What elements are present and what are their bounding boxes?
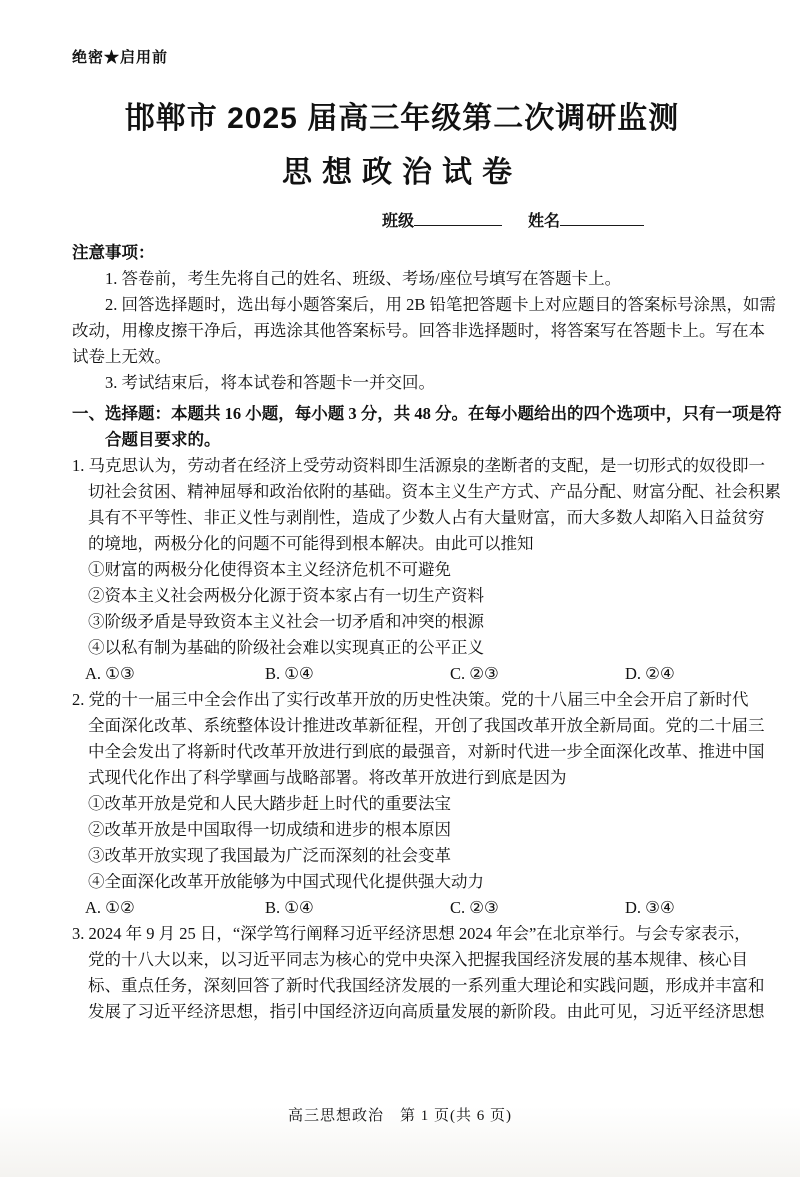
question-line: 全面深化改革、系统整体设计推进改革新征程，开创了我国改革开放全新局面。党的二十届三 xyxy=(88,716,765,735)
exam-title: 邯郸市 2025 届高三年级第二次调研监测 xyxy=(124,102,680,135)
exam-subtitle: 思想政治试卷 xyxy=(282,156,522,189)
option-d: D. ③④ xyxy=(625,898,675,917)
question-line: 的境地，两极分化的问题不可能得到根本解决。由此可以推知 xyxy=(88,534,534,553)
question-line: 式现代化作出了科学擘画与战略部署。将改革开放进行到底是因为 xyxy=(88,768,567,787)
question-statement-4: ④全面深化改革开放能够为中国式现代化提供强大动力 xyxy=(88,872,484,891)
question-1 xyxy=(72,453,781,687)
notice-line: 1. 答卷前，考生先将自己的姓名、班级、考场/座位号填写在答题卡上。 xyxy=(105,269,622,288)
option-b: B. ①④ xyxy=(265,664,314,683)
question-statement-2: ②改革开放是中国取得一切成绩和进步的根本原因 xyxy=(88,820,451,839)
question-line: 中全会发出了将新时代改革开放进行到底的最强音，对新时代进一步全面深化改革、推进中国 xyxy=(88,742,765,761)
name-field-label: 姓名 xyxy=(527,213,560,230)
page-footer: 高三思想政治 第 1 页(共 6 页) xyxy=(288,1108,512,1124)
notice-heading: 注意事项： xyxy=(72,243,155,262)
section-header-line: 合题目要求的。 xyxy=(105,430,221,449)
question-line: 2. 党的十一届三中全会作出了实行改革开放的历史性决策。党的十八届三中全会开启了新时代 xyxy=(72,690,749,709)
classification-label: 绝密★启用前 xyxy=(72,50,169,66)
question-statement-3: ③改革开放实现了我国最为广泛而深刻的社会变革 xyxy=(88,846,451,865)
section-header xyxy=(72,401,782,453)
question-2 xyxy=(72,687,765,921)
notice-line: 2. 回答选择题时，选出每小题答案后，用 2B 铅笔把答题卡上对应题目的答案标号涂黑，如需 xyxy=(105,295,777,314)
option-b: B. ①④ xyxy=(265,898,314,917)
question-line: 党的十八大以来，以习近平同志为核心的党中央深入把握我国经济发展的基本规律、核心目 xyxy=(88,950,748,969)
class-blank-line xyxy=(414,211,502,226)
option-d: D. ②④ xyxy=(625,664,675,683)
class-field-label: 班级 xyxy=(381,213,414,230)
question-line: 标、重点任务，深刻回答了新时代我国经济发展的一系列重大理论和实践问题，形成并丰富和 xyxy=(88,976,765,995)
option-a: A. ①③ xyxy=(85,664,135,683)
name-blank-line xyxy=(560,211,644,226)
notice-line: 3. 考试结束后，将本试卷和答题卡一并交回。 xyxy=(105,373,435,392)
question-1-options xyxy=(72,661,732,687)
question-line: 3. 2024 年 9 月 25 日，“深学笃行阐释习近平经济思想 2024 年会”在北京举行。与会专家表示， xyxy=(72,924,751,943)
question-line: 1. 马克思认为，劳动者在经济上受劳动资料即生活源泉的垄断者的支配，是一切形式的奴役即一 xyxy=(72,456,765,475)
question-statement-2: ②资本主义社会两极分化源于资本家占有一切生产资料 xyxy=(88,586,484,605)
notice-block xyxy=(72,266,777,396)
question-line: 具有不平等性、非正义性与剥削性，造成了少数人占有大量财富，而大多数人却陷入日益贫穷 xyxy=(88,508,765,527)
question-statement-4: ④以私有制为基础的阶级社会难以实现真正的公平正义 xyxy=(88,638,484,657)
question-2-options xyxy=(72,895,732,921)
question-statement-3: ③阶级矛盾是导致资本主义社会一切矛盾和冲突的根源 xyxy=(88,612,484,631)
section-header-line: 一、选择题：本题共 16 小题，每小题 3 分，共 48 分。在每小题给出的四个选项中，只有一项是符 xyxy=(72,404,782,423)
question-statement-1: ①改革开放是党和人民大踏步赶上时代的重要法宝 xyxy=(88,794,451,813)
notice-line: 改动，用橡皮擦干净后，再选涂其他答案标号。回答非选择题时，将答案写在答题卡上。写在本 xyxy=(72,321,765,340)
question-3 xyxy=(72,921,765,1025)
option-a: A. ①② xyxy=(85,898,135,917)
question-line: 发展了习近平经济思想，指引中国经济迈向高质量发展的新阶段。由此可见，习近平经济思想 xyxy=(88,1002,765,1021)
option-c: C. ②③ xyxy=(450,898,499,917)
question-line: 切社会贫困、精神屈辱和政治依附的基础。资本主义生产方式、产品分配、财富分配、社会积累 xyxy=(88,482,781,501)
question-statement-1: ①财富的两极分化使得资本主义经济危机不可避免 xyxy=(88,560,451,579)
option-c: C. ②③ xyxy=(450,664,499,683)
notice-line: 试卷上无效。 xyxy=(72,347,171,366)
student-info-row xyxy=(72,209,732,235)
exam-paper-page xyxy=(0,46,800,1025)
